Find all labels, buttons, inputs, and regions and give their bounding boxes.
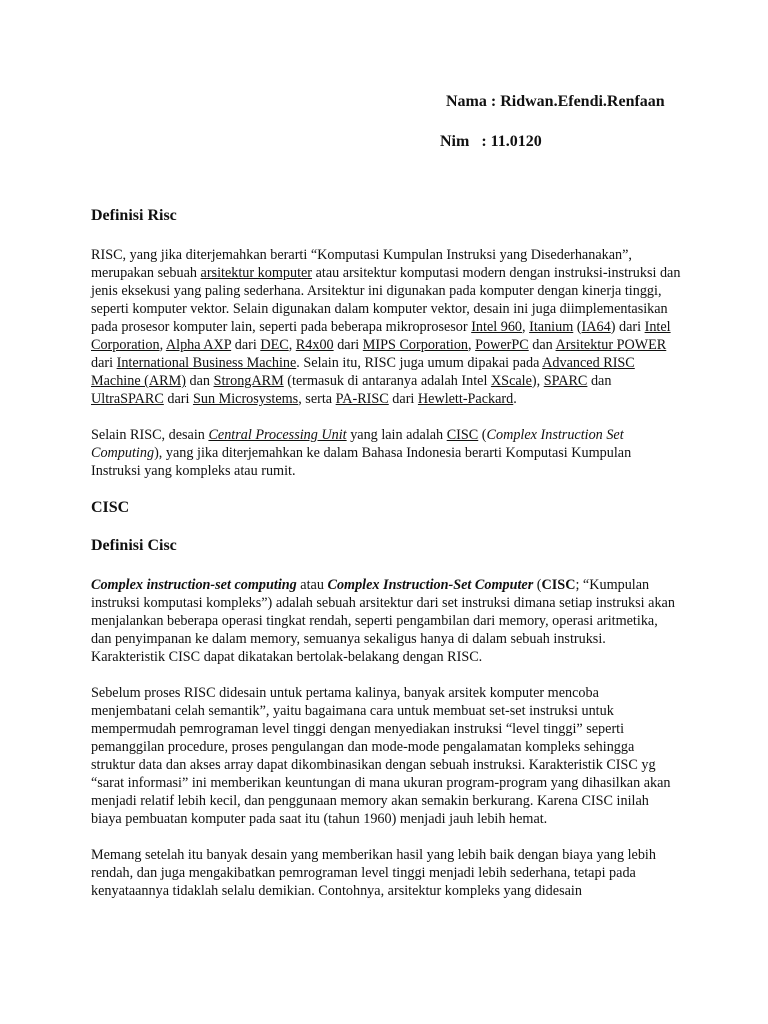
text: dari [388, 391, 418, 407]
heading-definisi-risc: Definisi Risc [91, 207, 177, 224]
link-ultrasparc[interactable]: UltraSPARC [91, 391, 164, 407]
text: ( [573, 319, 582, 335]
term-complex-instruction-set-computing: Complex instruction-set computing [91, 577, 297, 593]
link-strongarm[interactable]: StrongARM [213, 373, 284, 389]
text: RISC, yang jika diterjemahkan berarti “Komputasi Kumpulan Instruksi yang Disederhanakan”, merupakan sebuah [91, 247, 632, 281]
link-intel-corporation[interactable]: Intel Corporation [91, 319, 671, 353]
text: , [159, 337, 166, 353]
text: . [513, 391, 517, 407]
link-arm[interactable]: Advanced RISC Machine (ARM) [91, 355, 635, 389]
link-powerpc[interactable]: PowerPC [475, 337, 529, 353]
link-hewlett-packard[interactable]: Hewlett-Packard [417, 391, 514, 407]
text: atau [296, 577, 328, 593]
link-intel-960[interactable]: Intel 960 [471, 319, 523, 335]
heading-definisi-cisc: Definisi Cisc [91, 537, 177, 554]
paragraph-cisc-later: Memang setelah itu banyak desain yang memberikan hasil yang lebih baik dengan biaya yang lebih rendah, dan juga mengakibatkan pemrograman level tinggi menjadi lebih sederhana, tetapi pada kenyataannya tidaklah selalu demikian. Contohnya, arsitektur kompleks yang didesain [91, 847, 656, 899]
cisc-expansion: Complex Instruction Set Computing [91, 427, 624, 461]
paragraph-cisc-history: Sebelum proses RISC didesain untuk pertama kalinya, banyak arsitek komputer mencoba menjembatani celah semantik”, yaitu bagaimana cara untuk membuat set-set instruksi untuk mempermudah pemrograman level tinggi dengan menyediakan instruksi “level tinggi” seperti pemanggilan procedure, proses pengulangan dan mode-mode pengalamatan kompleks sehingga struktur data dan akses array dapat dikombinasikan dengan sebuah instruksi. Karakteristik CISC yg “sarat informasi” ini memberikan keuntungan di mana ukuran program-program yang dihasilkan akan menjadi relatif lebih kecil, dan penggunaan memory akan semakin berkurang. Karena CISC inilah biaya pembuatan komputer pada saat itu (tahun 1960) menjadi jauh lebih hemat. [91, 685, 671, 827]
document-body [91, 206, 681, 900]
heading-cisc: CISC [91, 499, 130, 516]
text: , serta [298, 391, 336, 407]
link-arsitektur-power[interactable]: Arsitektur POWER [555, 337, 667, 353]
link-xscale[interactable]: XScale [490, 373, 532, 389]
link-dec[interactable]: DEC [260, 337, 289, 353]
link-sun-microsystems[interactable]: Sun Microsystems [192, 391, 299, 407]
link-mips-corporation[interactable]: MIPS Corporation [362, 337, 469, 353]
paragraph-risc-definition [91, 246, 681, 408]
text: dari [333, 337, 363, 353]
text: ; “Kumpulan instruksi komputasi kompleks”) adalah sebuah arsitektur dari set instruksi dimana setiap instruksi akan menjalankan beberapa operasi tingkat rendah, seperti pengambilan dari memory, operasi aritmetika, dan penyimpanan ke dalam memory, semuanya sekaligus hanya di dalam sebuah instruksi. Karakteristik CISC dapat dikatakan bertolak-belakang dengan RISC. [91, 577, 675, 665]
term-complex-instruction-set-computer: Complex Instruction-Set Computer [327, 577, 534, 593]
link-international-business-machine[interactable]: International Business Machine [116, 355, 297, 371]
link-pa-risc[interactable]: PA-RISC [335, 391, 389, 407]
text: ), yang jika diterjemahkan ke dalam Bahasa Indonesia berarti Komputasi Kumpulan Instruksi yang kompleks atau rumit. [91, 445, 632, 479]
text: Selain RISC, desain [91, 427, 209, 443]
text: dari [231, 337, 261, 353]
link-alpha-axp[interactable]: Alpha AXP [165, 337, 232, 353]
text: dari [91, 355, 117, 371]
link-arsitektur-komputer[interactable]: arsitektur komputer [200, 265, 313, 281]
text: dari [163, 391, 193, 407]
text: dan [528, 337, 556, 353]
text: , [522, 319, 530, 335]
link-central-processing-unit[interactable]: Central Processing Unit [208, 427, 347, 443]
text: . Selain itu, RISC juga umum dipakai pada [296, 355, 543, 371]
paragraph-cisc-definition [91, 576, 681, 666]
text: , [468, 337, 476, 353]
text: ) dari [610, 319, 645, 335]
text: dan [587, 373, 612, 389]
text: atau arsitektur komputasi modern dengan instruksi-instruksi dan jenis eksekusi yang paling sederhana. Arsitektur ini digunakan pada komputer dengan kinerja tinggi, seperti komputer vektor. Selain digunakan dalam komputer vektor, desain ini juga diimplementasikan pada prosesor komputer lain, seperti pada beberapa mikroprosesor [91, 265, 681, 335]
link-cisc[interactable]: CISC [446, 427, 479, 443]
text: , [288, 337, 296, 353]
paragraph-cisc-intro [91, 426, 681, 480]
text: ( [478, 427, 487, 443]
text: ( [533, 577, 542, 593]
text: ), [531, 373, 544, 389]
link-sparc[interactable]: SPARC [543, 373, 588, 389]
text: (termasuk di antaranya adalah Intel [283, 373, 491, 389]
student-nim: Nim : 11.0120 [440, 133, 542, 150]
text: dan [185, 373, 214, 389]
link-ia64[interactable]: IA64 [581, 319, 611, 335]
link-r4x00[interactable]: R4x00 [295, 337, 334, 353]
link-itanium[interactable]: Itanium [529, 319, 574, 335]
text: yang lain adalah [346, 427, 447, 443]
student-name: Nama : Ridwan.Efendi.Renfaan [446, 93, 665, 110]
term-cisc: CISC [541, 577, 576, 593]
